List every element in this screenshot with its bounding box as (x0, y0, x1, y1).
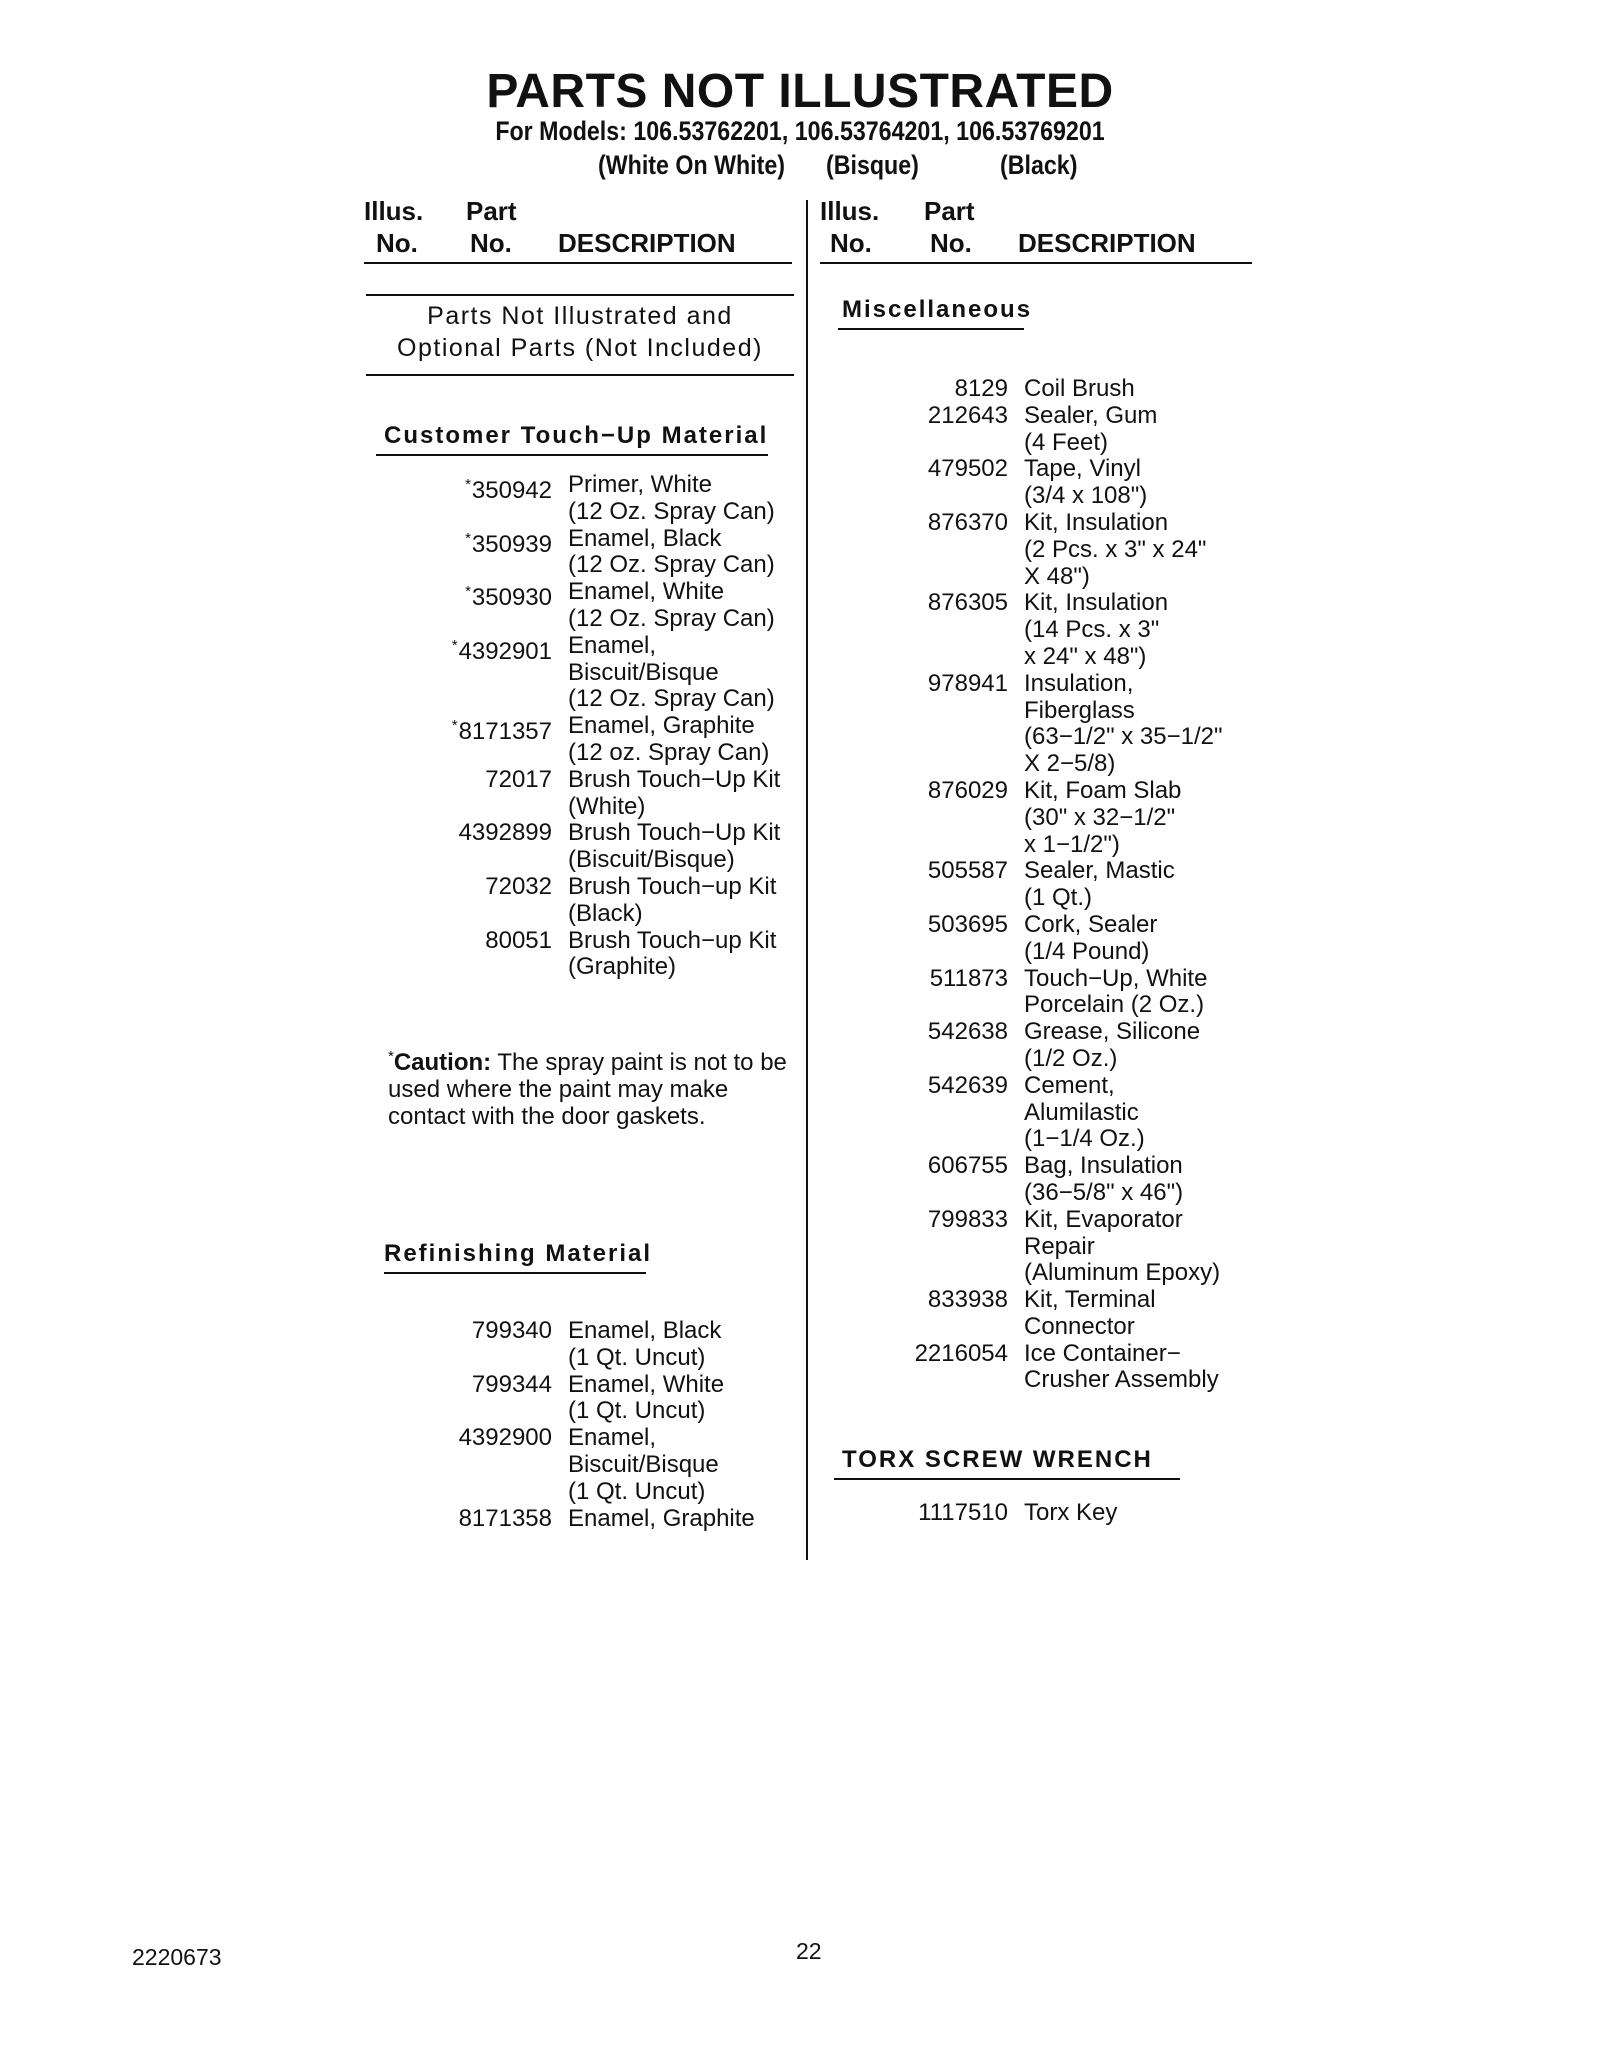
parts-row (380, 713, 800, 767)
part-number-value: 80051 (485, 926, 552, 954)
header-illus-no: No. (376, 228, 418, 258)
header-part: Part (466, 196, 517, 226)
part-number-value: 1117510 (918, 1499, 1008, 1526)
part-description: Sealer, Mastic (1 Qt.) (1024, 857, 1175, 912)
part-description: Cement, Alumilastic (1−1/4 Oz.) (1024, 1071, 1145, 1153)
parts-row (380, 1425, 800, 1505)
part-description: Grease, Silicone (1/2 Oz.) (1024, 1018, 1201, 1072)
finish-white: (White On White) (598, 150, 786, 180)
parts-row (838, 671, 1258, 778)
part-number (838, 778, 1008, 858)
caution-asterisk: * (465, 476, 471, 493)
header-rule (820, 262, 1252, 264)
part-description: Enamel, Biscuit/Bisque (1 Qt. Uncut) (568, 1424, 719, 1505)
part-number (380, 1506, 552, 1533)
parts-row (838, 1153, 1258, 1207)
part-number (838, 671, 1008, 778)
part-number-value: 876370 (927, 508, 1008, 536)
right-column-header (820, 196, 1256, 262)
header-part-no: No. (470, 228, 512, 258)
part-number (838, 1153, 1008, 1207)
part-number-value: 350930 (471, 584, 552, 612)
touchup-underline (376, 454, 768, 456)
part-number (838, 966, 1008, 1020)
header-part-no: No. (930, 228, 972, 258)
parts-row (380, 1506, 800, 1533)
part-description: Insulation, Fiberglass (63−1/2" x 35−1/2" X 2−5/8) (1024, 669, 1223, 778)
part-description: Torx Key (1024, 1499, 1118, 1526)
part-number-value: 350939 (471, 530, 552, 558)
parts-row (838, 590, 1258, 670)
header-illus: Illus. (820, 196, 880, 226)
refinishing-section-title: Refinishing Material (384, 1240, 653, 1267)
part-number (380, 767, 552, 821)
part-number (838, 1207, 1008, 1287)
parts-row (380, 526, 800, 580)
header-illus: Illus. (364, 196, 424, 226)
part-number (838, 1073, 1008, 1153)
misc-section-title: Miscellaneous (842, 296, 1033, 323)
part-description: Bag, Insulation (36−5/8" x 46") (1024, 1152, 1184, 1206)
part-number (838, 1287, 1008, 1341)
left-column-header (364, 196, 800, 262)
parts-row (838, 1207, 1258, 1287)
caution-asterisk: * (388, 1048, 394, 1065)
part-number-value: 606755 (927, 1152, 1008, 1180)
part-number-value: 876305 (927, 589, 1008, 617)
caution-label: Caution: (393, 1049, 492, 1076)
part-number-value: 503695 (927, 910, 1008, 938)
models-line: For Models: 106.53762201, 106.53764201, 106.53769201 (495, 116, 1105, 146)
part-number (380, 928, 552, 982)
part-description: Kit, Insulation (14 Pcs. x 3" x 24" x 48") (1024, 589, 1169, 670)
header-part: Part (924, 196, 975, 226)
part-number-value: 876029 (927, 776, 1008, 804)
parts-row (838, 1019, 1258, 1073)
part-description: Sealer, Gum (4 Feet) (1024, 401, 1158, 456)
finish-black: (Black) (1000, 150, 1078, 180)
part-description: Brush Touch−Up Kit (Biscuit/Bisque) (568, 819, 781, 874)
part-description: Kit, Insulation (2 Pcs. x 3" x 24" X 48") (1024, 508, 1207, 590)
page-number: 22 (796, 1938, 822, 1964)
parts-row (838, 912, 1258, 966)
parts-row (380, 874, 800, 928)
touchup-section-title: Customer Touch−Up Material (384, 422, 769, 449)
part-number-value: 8171357 (458, 718, 552, 746)
part-description: Tape, Vinyl (3/4 x 108") (1024, 455, 1148, 510)
part-number-value: 72032 (485, 872, 552, 900)
part-number (838, 403, 1008, 457)
part-number-value: 799340 (471, 1317, 552, 1344)
part-number-value: 8171358 (458, 1504, 552, 1532)
part-number-value: 72017 (485, 765, 552, 793)
part-number-value: 4392899 (458, 819, 552, 847)
part-number (838, 1019, 1008, 1073)
part-number (380, 1318, 552, 1372)
refinishing-underline (384, 1272, 646, 1274)
part-number-value: 4392900 (458, 1424, 552, 1452)
part-number (380, 713, 552, 767)
part-number (838, 912, 1008, 966)
torx-underline (834, 1478, 1180, 1480)
caution-asterisk: * (465, 583, 471, 601)
part-number (380, 1372, 552, 1426)
part-number (838, 456, 1008, 510)
part-description: Enamel, Biscuit/Bisque (12 Oz. Spray Can) (568, 631, 775, 713)
header-description: DESCRIPTION (558, 228, 736, 258)
part-number (380, 874, 552, 928)
part-number-value: 542638 (927, 1018, 1008, 1046)
part-description: Cork, Sealer (1/4 Pound) (1024, 910, 1158, 965)
finishes-line (0, 150, 1600, 186)
parts-row (380, 579, 800, 633)
column-divider (806, 200, 808, 1560)
part-number-value: 833938 (927, 1286, 1008, 1314)
parts-row (838, 456, 1258, 510)
finish-bisque: (Bisque) (826, 150, 919, 180)
part-description: Enamel, Graphite (568, 1504, 755, 1532)
part-number (380, 526, 552, 580)
header-description: DESCRIPTION (1018, 228, 1196, 258)
misc-underline (838, 328, 1024, 330)
part-description: Enamel, Black (1 Qt. Uncut) (568, 1317, 722, 1371)
part-description: Kit, Terminal Connector (1024, 1286, 1156, 1340)
document-number: 2220673 (132, 1944, 222, 1970)
part-description: Coil Brush (1024, 375, 1135, 402)
torx-section-title: TORX SCREW WRENCH (842, 1446, 1153, 1473)
parts-row (838, 1341, 1258, 1395)
part-number-value: 799344 (471, 1370, 552, 1398)
part-number (838, 1500, 1008, 1527)
touchup-list (380, 472, 800, 981)
parts-row (838, 966, 1258, 1020)
parts-row (380, 767, 800, 821)
part-description: Kit, Foam Slab (30" x 32−1/2" x 1−1/2") (1024, 776, 1182, 858)
parts-row (838, 376, 1258, 403)
part-description: Enamel, Black (12 Oz. Spray Can) (568, 524, 775, 579)
part-description: Brush Touch−up Kit (Graphite) (568, 926, 777, 981)
caution-text: The spray paint is not to be used where the paint may make contact with the door gaskets. (388, 1049, 787, 1130)
parts-row (838, 858, 1258, 912)
parts-row (380, 1372, 800, 1426)
part-number-value: 4392901 (458, 637, 552, 665)
parts-row (838, 1500, 1258, 1527)
part-number (380, 579, 552, 633)
page-title: PARTS NOT ILLUSTRATED (486, 65, 1114, 118)
caution-asterisk: * (465, 529, 471, 547)
part-number-value: 542639 (927, 1071, 1008, 1099)
part-number (380, 472, 552, 526)
torx-list (838, 1500, 1258, 1527)
part-number (380, 1425, 552, 1505)
part-number (838, 1341, 1008, 1395)
parts-row (380, 1318, 800, 1372)
part-number-value: 212643 (927, 401, 1008, 429)
part-description: Brush Touch−Up Kit (White) (568, 765, 781, 820)
part-number-value: 2216054 (914, 1339, 1008, 1367)
part-description: Brush Touch−up Kit (Black) (568, 872, 777, 927)
part-number (380, 820, 552, 874)
caution-note (388, 1044, 788, 1130)
right-column (820, 196, 1256, 262)
box-bottom-rule (366, 374, 794, 376)
caution-asterisk: * (451, 717, 458, 735)
parts-row (380, 472, 800, 526)
parts-row (380, 633, 800, 713)
parts-row (838, 510, 1258, 590)
optional-parts-title-line1: Parts Not Illustrated and (427, 302, 733, 330)
header-illus-no: No. (830, 228, 872, 258)
parts-row (380, 928, 800, 982)
part-description: Kit, Evaporator Repair (Aluminum Epoxy) (1024, 1205, 1221, 1287)
optional-parts-title (366, 300, 794, 364)
parts-row (838, 1287, 1258, 1341)
parts-row (838, 403, 1258, 457)
part-number-value: 350942 (471, 477, 552, 504)
header-rule (364, 262, 792, 264)
part-number (380, 633, 552, 713)
parts-row (838, 778, 1258, 858)
part-number-value: 8129 (954, 375, 1008, 402)
misc-list (838, 376, 1258, 1394)
part-description: Enamel, White (12 Oz. Spray Can) (568, 578, 775, 632)
part-number-value: 479502 (927, 455, 1008, 483)
parts-row (838, 1073, 1258, 1153)
part-number-value: 511873 (929, 964, 1008, 992)
optional-parts-title-line2: Optional Parts (Not Included) (397, 334, 763, 362)
part-number-value: 505587 (927, 857, 1008, 885)
parts-row (380, 820, 800, 874)
refinishing-list (380, 1318, 800, 1532)
part-number (838, 858, 1008, 912)
part-description: Touch−Up, White Porcelain (2 Oz.) (1024, 964, 1208, 1019)
part-description: Enamel, Graphite (12 oz. Spray Can) (568, 712, 770, 766)
part-description: Ice Container− Crusher Assembly (1024, 1339, 1219, 1394)
part-description: Primer, White (12 Oz. Spray Can) (568, 471, 775, 525)
left-column (364, 196, 800, 262)
box-top-rule (366, 294, 794, 296)
part-number-value: 799833 (927, 1205, 1008, 1233)
part-number-value: 978941 (927, 669, 1008, 697)
part-description: Enamel, White (1 Qt. Uncut) (568, 1370, 725, 1425)
part-number (838, 376, 1008, 403)
part-number (838, 590, 1008, 670)
part-number (838, 510, 1008, 590)
caution-asterisk: * (451, 636, 458, 654)
